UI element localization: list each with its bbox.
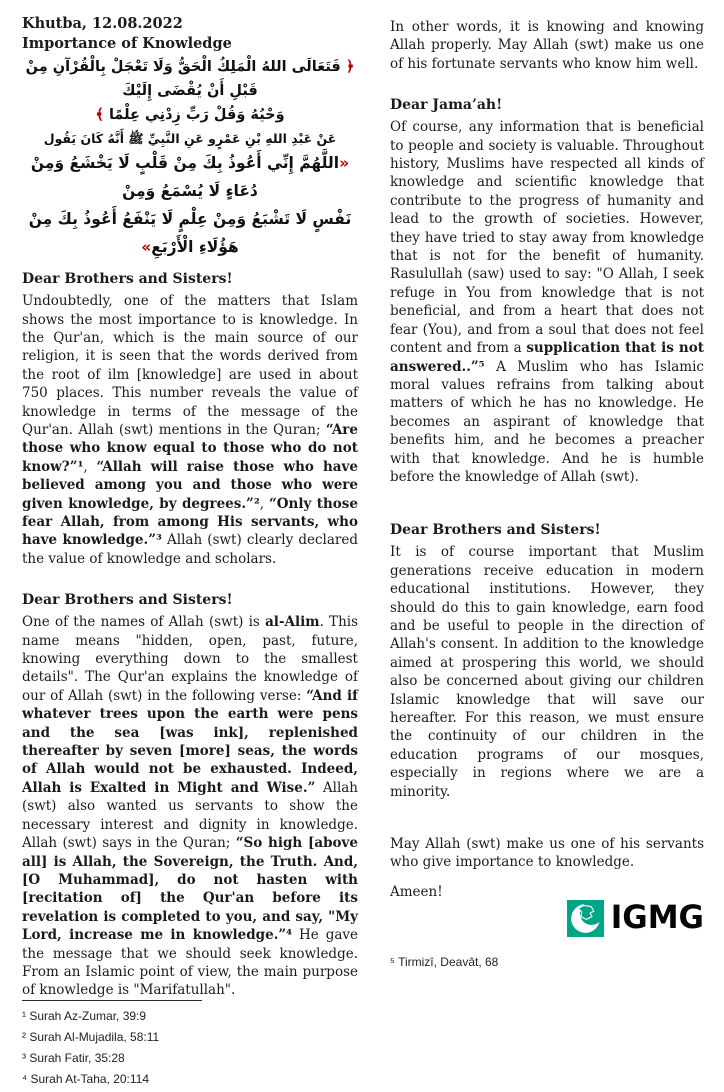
footnote-separator [22,1000,202,1001]
arabic-dua-line-2: نَفْسٍ لَا تَشْبَعُ وَمِنْ عِلْمٍ لَا يَنْفَعُ أَعُوذُ بِكَ مِنْ هَؤُلَاءِ الْأَرْبَعِ» [28,210,352,257]
arabic-dua-line-1: «اللَّهُمَّ إِنِّي أَعُوذُ بِكَ مِنْ قَلْبٍ لَا يَخْشَعُ وَمِنْ دُعَاءٍ لَا يُسْمَعُ وَمِنْ [30,154,350,201]
igmg-wordmark: IGMG [610,899,704,937]
section-heading: Dear Brothers and Sisters! [22,592,233,609]
footnote: ⁴ Surah At-Taha, 20:114 [22,1071,150,1086]
paragraph: Of course, any information that is beneficial to people and society is valuable. Throughout history, Muslims have respected all kinds of knowledge and scientific knowledge that contribute to the progress of humanity and lead to the growth of societies. However, they have tried to stay away from knowledge that is not for the benefit of humanity. Rasulullah (saw) used to say: "O Allah, I seek refuge in You from knowledge that is not beneficial, and from a heart that does not fear (You), and from a soul that does not feel content and from a supplication that is not answered..”⁵ A Muslim who has Islamic moral values refrains from talking about matters of which he has no knowledge. He becomes an aspirant of knowledge that benefits him, and he becomes a preacher with that knowledge. And he is humble before the knowledge of Allah (swt). [390,119,704,485]
arabic-quran-line-1: ﴿ فَتَعَالَى اللهُ الْمَلِكُ الْحَقُّ وَلَا تَعْجَلْ بِالْقُرْآنِ مِنْ قَبْلِ أَنْ يُقْضَى إِلَيْكَ [25,59,355,100]
arabic-quran-line-2: وَحْيُهُ وَقُلْ رَبِّ زِدْنِي عِلْمًا ﴾ [95,107,285,124]
closing-paragraph: May Allah (swt) make us one of his servants who give importance to knowledge. [390,836,704,871]
arabic-narration-line: عَنْ عَبْدِ اللهِ بْنِ عَمْرٍو عَنِ النَّبِيِّ ﷺ أَنَّهُ كَانَ يَقُول [43,131,337,147]
footnote: ² Surah Al-Mujadila, 58:11 [22,1029,160,1044]
paragraph: It is of course important that Muslim generations receive education in modern educational institutions. However, they should do this to gain knowledge, earn food and be useful to people in the direction of Allah's consent. In addition to the knowledge aimed at prospering this world, we should also be concerned about giving our children Islamic knowledge that will save our hereafter. For this reason, we must ensure the continuity of our children in the education programs of our mosques, especially in regions where we are a minority. [390,544,704,800]
igmg-logo [390,900,704,937]
paragraph: Undoubtedly, one of the matters that Islam shows the most importance to is knowledge. In the Qur'an, which is the main source of our religion, it is seen that the words derived from the root of ilm [knowledge] are used in about 750 places. This number reveals the value of knowledge in terms of the message of the Qur'an. Allah (swt) mentions in the Quran; “Are those who know equal to those who do not know?”¹, “Allah will raise those who have believed among you and those who were given knowledge, by degrees.”², “Only those fear Allah, from among His servants, who have knowledge.”³ Allah (swt) clearly declared the value of knowledge and scholars. [22,293,358,567]
footnotes-left [22,1000,358,1092]
page-title: Importance of Knowledge [22,34,232,52]
footnote: ⁵ Tirmizî, Deavât, 68 [390,954,499,969]
khutba-date: Khutba, 12.08.2022 [22,15,183,32]
left-column [22,14,359,1086]
paragraph: One of the names of Allah (swt) is al-Alim. This name means "hidden, open, past, future, knowing everything down to the smallest details". The Qur'an explains the knowledge of our of Allah (swt) in the following verse: “And if whatever trees upon the earth were pens and the sea [was ink], replenished thereafter by seven [more] seas, the words of Allah would not be exhausted. Indeed, Allah is Exalted in Might and Wise.” Allah (swt) also wanted us servants to show the necessary interest and dignity in knowledge. Allah (swt) says in the Quran; “So high [above all] is Allah, the Sovereign, the Truth. And, [O Muhammad], do not hasten with [recitation of] the Qur'an before its revelation is completed to you, and say, "My Lord, increase me in knowledge.”⁴ He gave the message that we should seek knowledge. From an Islamic point of view, the main purpose of knowledge is "Marifatullah". [22,614,359,999]
right-column [390,14,704,1014]
footnote: ¹ Surah Az-Zumar, 39:9 [22,1008,147,1023]
ameen-line: Ameen! [390,883,443,900]
footnote: ³ Surah Fatir, 35:28 [22,1050,125,1065]
igmg-crescent-globe-icon [567,900,604,937]
section-heading: Dear Jama’ah! [390,97,503,114]
paragraph: In other words, it is knowing and knowing Allah properly. May Allah (swt) make us one of his fortunate servants who know him well. [390,19,704,72]
arabic-quote-block [22,55,358,261]
section-heading: Dear Brothers and Sisters! [22,271,233,288]
footer-right [390,900,704,1029]
section-heading: Dear Brothers and Sisters! [390,522,601,539]
